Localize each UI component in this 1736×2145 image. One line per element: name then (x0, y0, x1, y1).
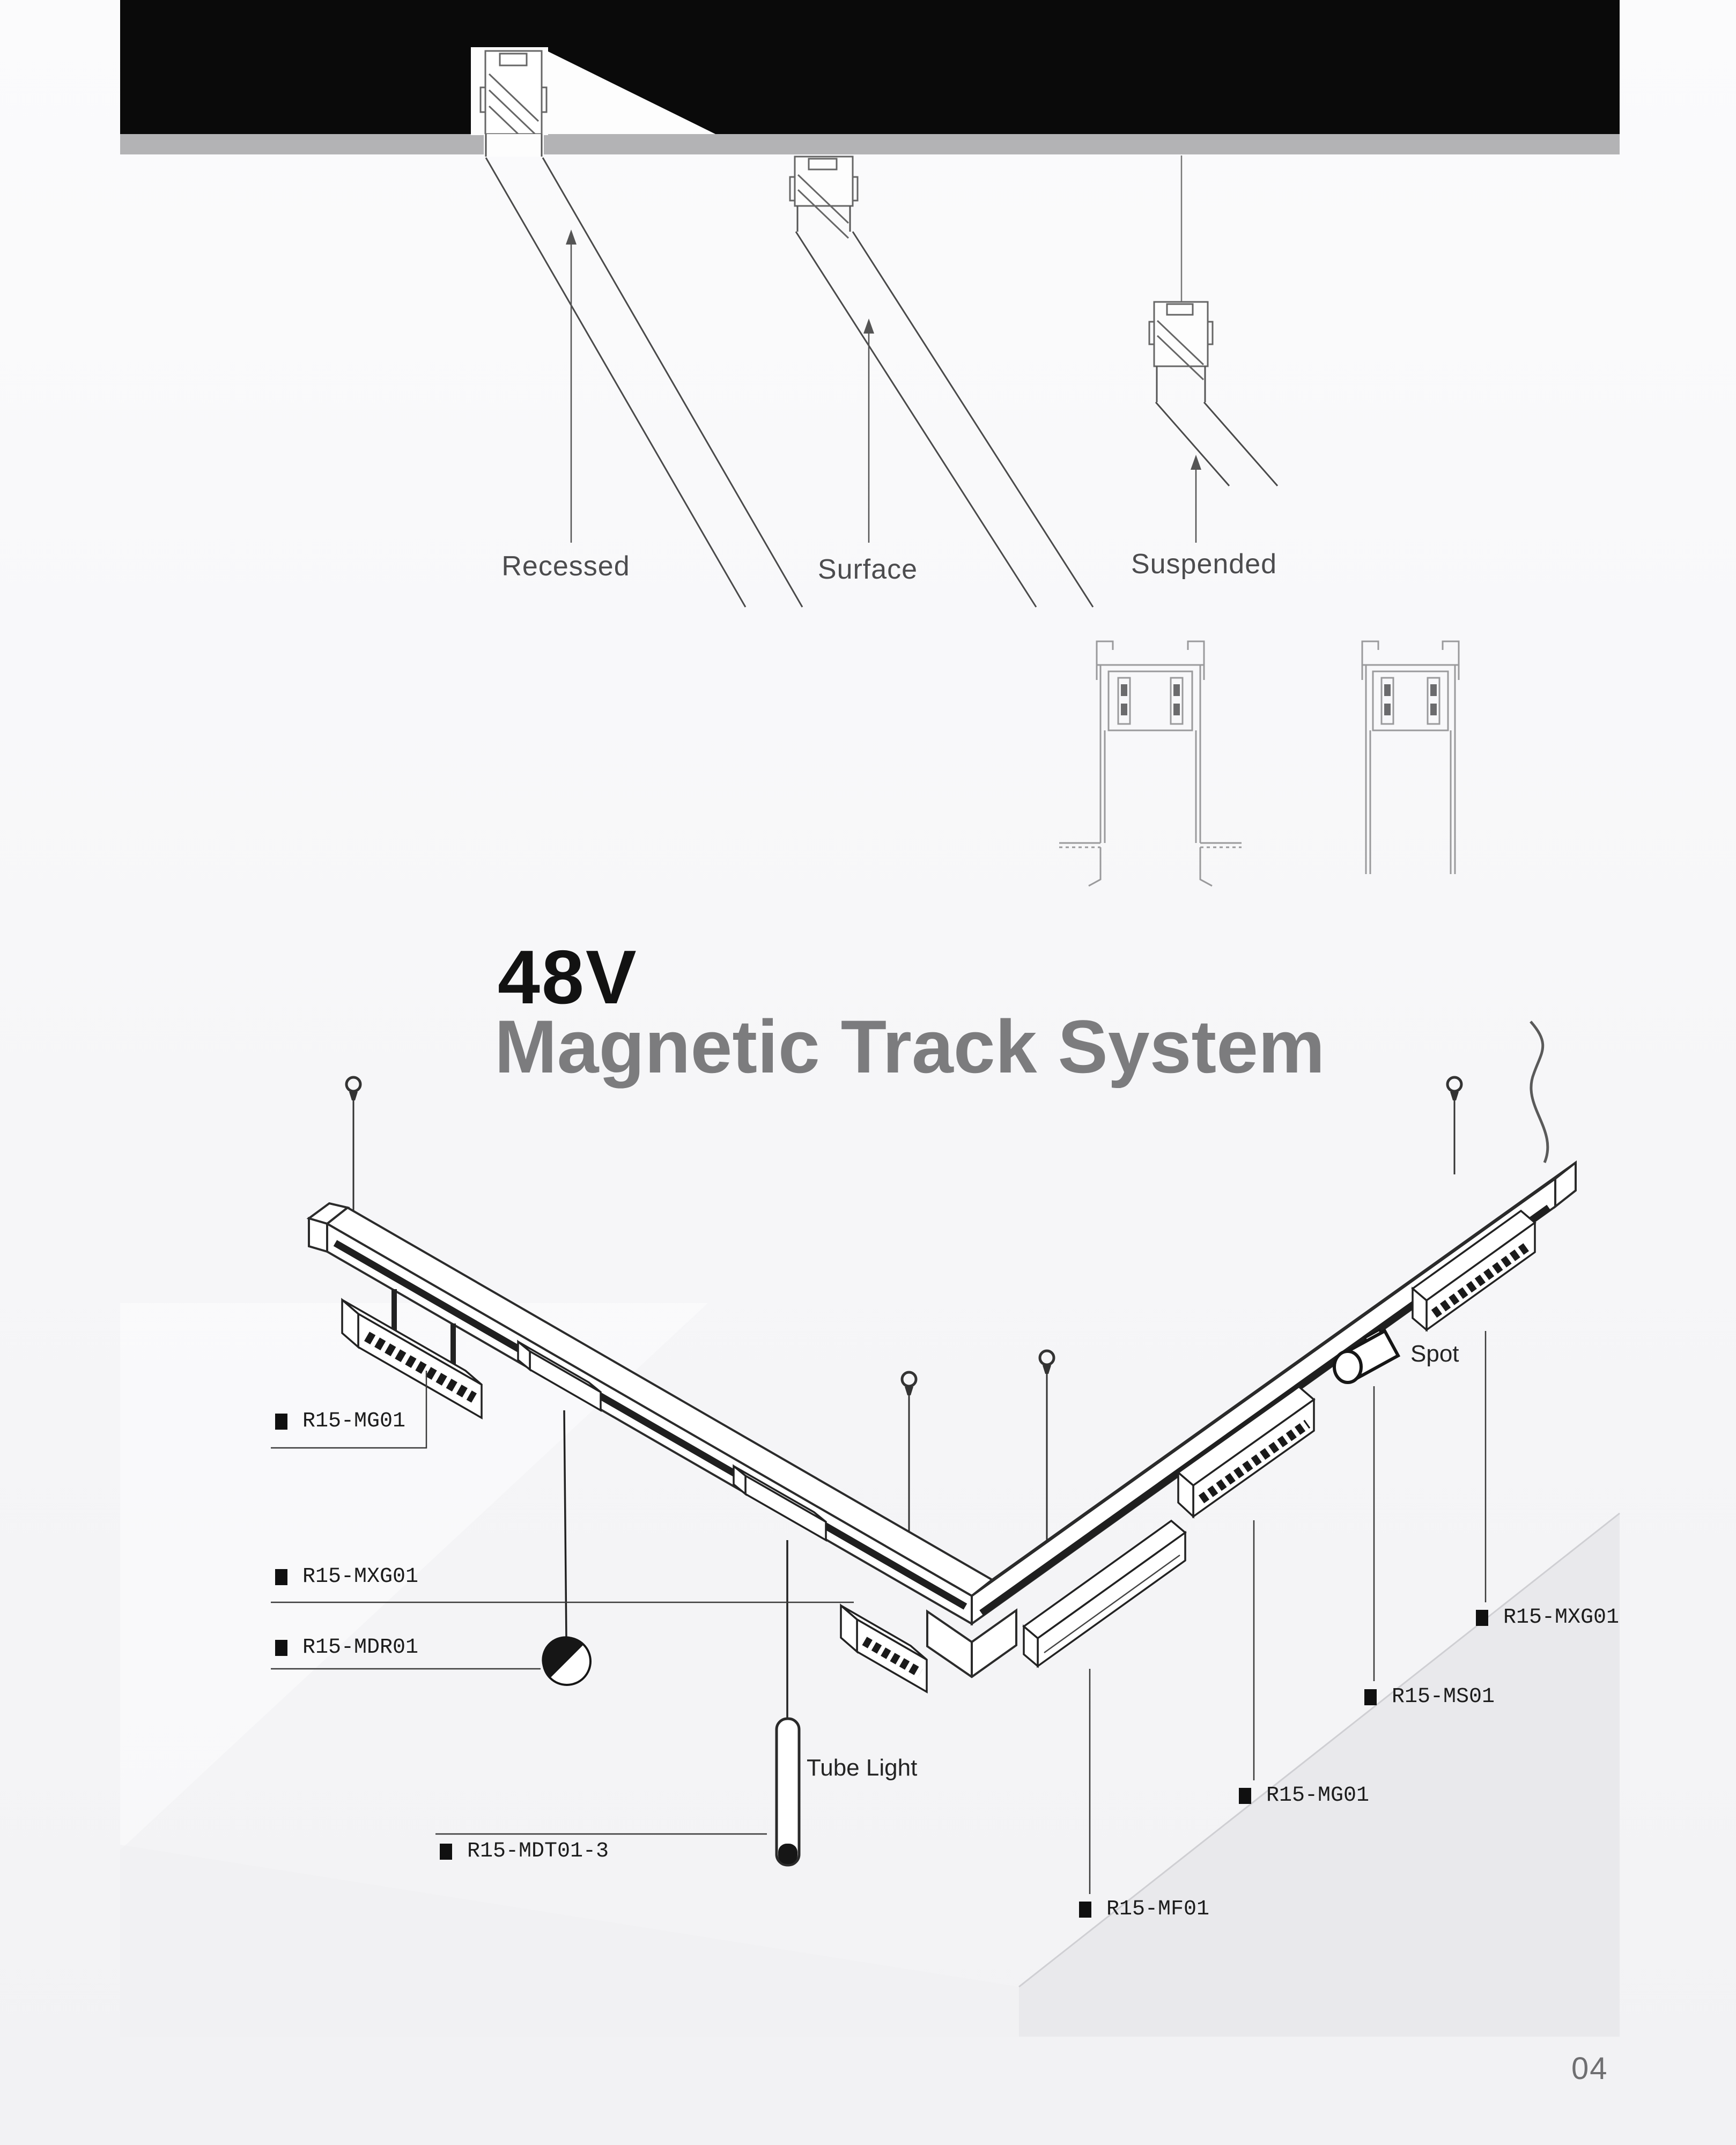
page-number: 04 (1571, 2051, 1608, 2086)
part-label-mdr01 (275, 1636, 418, 1660)
part-label-mxg01-left (275, 1565, 418, 1589)
ceiling-anchor-icon (1040, 1351, 1054, 1374)
surface-mount-drawing (790, 157, 1093, 607)
part-label-mg01-left (275, 1409, 405, 1433)
bullet-square-icon (275, 1414, 287, 1430)
bullet-square-icon (1079, 1902, 1091, 1918)
bullet-square-icon (1476, 1610, 1488, 1626)
recessed-mount-drawing (471, 47, 802, 607)
track-profile-section-a (1059, 641, 1242, 886)
suspended-arrow-icon (1191, 455, 1201, 543)
bullet-square-icon (440, 1844, 452, 1860)
tube-light (777, 1540, 799, 1865)
part-number: R15-MG01 (302, 1409, 406, 1433)
part-number: R15-MS01 (1392, 1685, 1495, 1709)
suspension-wires (346, 1022, 1548, 1558)
track-profile-section-b (1362, 641, 1459, 874)
suspended-mount-drawing (1149, 156, 1277, 543)
power-cord (1531, 1022, 1548, 1163)
mount-label-surface: Surface (817, 554, 918, 585)
part-label-mxg01-right (1476, 1606, 1619, 1630)
part-label-mg01-right (1239, 1784, 1369, 1808)
part-number: R15-MXG01 (302, 1565, 419, 1589)
part-label-mdt01 (440, 1839, 609, 1863)
part-number: R15-MG01 (1266, 1784, 1370, 1808)
ceiling-anchor-icon (902, 1372, 916, 1395)
tube-light-label: Tube Light (807, 1755, 918, 1781)
pendant-sphere-light (542, 1410, 590, 1685)
part-number: R15-MXG01 (1503, 1606, 1620, 1630)
bullet-square-icon (275, 1569, 287, 1585)
recessed-arrow-icon (566, 230, 577, 543)
ceiling-anchor-icon (1447, 1077, 1461, 1100)
page-title-voltage: 48V (498, 935, 638, 1020)
bullet-square-icon (275, 1640, 287, 1656)
grille-light-corner (841, 1606, 927, 1692)
ceiling-anchor-icon (346, 1077, 360, 1100)
bullet-square-icon (1239, 1788, 1251, 1804)
part-number: R15-MF01 (1106, 1897, 1210, 1921)
mount-label-suspended: Suspended (1131, 549, 1277, 580)
mount-label-recessed: Recessed (501, 551, 630, 582)
bullet-square-icon (1364, 1689, 1377, 1705)
part-number: R15-MDR01 (302, 1636, 419, 1660)
page-title-system: Magnetic Track System (494, 1004, 1325, 1089)
part-label-mf01 (1079, 1897, 1209, 1921)
part-number: R15-MDT01-3 (467, 1839, 609, 1863)
spot-label: Spot (1410, 1341, 1459, 1367)
part-label-ms01 (1364, 1685, 1495, 1709)
